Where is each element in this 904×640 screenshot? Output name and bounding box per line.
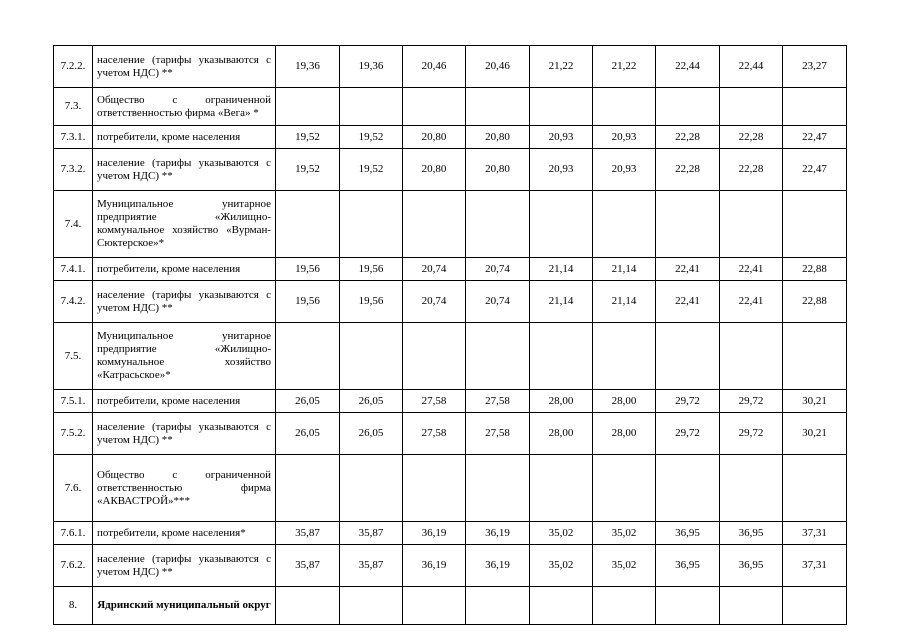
tariff-value-cell: 19,52: [276, 126, 340, 149]
tariff-value-cell: 30,21: [783, 390, 847, 413]
tariff-value-cell: 19,52: [276, 149, 340, 191]
tariff-value-cell: [530, 587, 593, 625]
tariff-value-cell: 20,74: [466, 258, 530, 281]
tariff-value-cell: 20,93: [593, 126, 656, 149]
tariff-value-cell: [403, 455, 466, 522]
row-name-cell: потребители, кроме населения*: [93, 522, 276, 545]
tariff-value-cell: 28,00: [530, 413, 593, 455]
tariff-value-cell: [593, 455, 656, 522]
tariff-value-cell: 22,88: [783, 281, 847, 323]
tariff-value-cell: 29,72: [656, 413, 720, 455]
tariff-value-cell: 20,74: [403, 258, 466, 281]
row-code-cell: 7.4.2.: [54, 281, 93, 323]
tariff-value-cell: 22,28: [656, 149, 720, 191]
tariff-value-cell: 20,46: [403, 46, 466, 88]
row-code-cell: 7.3.2.: [54, 149, 93, 191]
tariff-value-cell: 35,02: [530, 522, 593, 545]
tariff-value-cell: 22,44: [656, 46, 720, 88]
tariff-value-cell: 20,46: [466, 46, 530, 88]
row-name-cell: население (тарифы указываются с учетом НДС) **: [93, 281, 276, 323]
row-name-cell: Ядринский муниципальный округ: [93, 587, 276, 625]
tariff-value-cell: [720, 323, 783, 390]
tariff-value-cell: [403, 191, 466, 258]
tariff-value-cell: [340, 88, 403, 126]
tariff-value-cell: 22,44: [720, 46, 783, 88]
table-row: [54, 88, 847, 126]
tariff-value-cell: 22,28: [656, 126, 720, 149]
tariff-value-cell: 26,05: [340, 390, 403, 413]
tariff-value-cell: [656, 587, 720, 625]
tariff-value-cell: 19,56: [276, 258, 340, 281]
tariff-value-cell: 20,80: [466, 126, 530, 149]
tariff-value-cell: [783, 88, 847, 126]
tariff-value-cell: 20,93: [530, 126, 593, 149]
row-name-cell: население (тарифы указываются с учетом НДС) **: [93, 545, 276, 587]
tariff-value-cell: 22,47: [783, 126, 847, 149]
row-code-cell: 8.: [54, 587, 93, 625]
tariff-value-cell: 36,19: [466, 545, 530, 587]
row-code-cell: 7.5.1.: [54, 390, 93, 413]
tariff-value-cell: [466, 587, 530, 625]
tariff-value-cell: 28,00: [530, 390, 593, 413]
tariff-value-cell: 37,31: [783, 522, 847, 545]
table-row: [54, 545, 847, 587]
tariff-value-cell: 20,74: [403, 281, 466, 323]
tariff-value-cell: 21,14: [593, 281, 656, 323]
tariff-value-cell: 28,00: [593, 413, 656, 455]
row-code-cell: 7.5.2.: [54, 413, 93, 455]
row-code-cell: 7.4.1.: [54, 258, 93, 281]
tariff-value-cell: 26,05: [340, 413, 403, 455]
tariff-value-cell: 36,95: [720, 545, 783, 587]
tariff-table: [53, 45, 847, 625]
table-row: [54, 46, 847, 88]
tariff-value-cell: 27,58: [403, 413, 466, 455]
tariff-value-cell: [403, 587, 466, 625]
tariff-value-cell: 26,05: [276, 390, 340, 413]
tariff-value-cell: [720, 455, 783, 522]
table-row: [54, 390, 847, 413]
tariff-value-cell: [276, 587, 340, 625]
table-row: [54, 323, 847, 390]
tariff-value-cell: 35,87: [276, 522, 340, 545]
tariff-value-cell: [656, 323, 720, 390]
row-name-cell: Муниципальное унитарное предприятие «Жилищно-коммунальное хозяйство «Катрасьское»*: [93, 323, 276, 390]
row-code-cell: 7.3.1.: [54, 126, 93, 149]
tariff-value-cell: 29,72: [656, 390, 720, 413]
tariff-value-cell: 36,19: [466, 522, 530, 545]
tariff-value-cell: [593, 323, 656, 390]
row-code-cell: 7.5.: [54, 323, 93, 390]
tariff-value-cell: 22,28: [720, 126, 783, 149]
tariff-value-cell: 22,41: [656, 281, 720, 323]
tariff-value-cell: 35,87: [340, 522, 403, 545]
table-row: [54, 413, 847, 455]
tariff-value-cell: 22,47: [783, 149, 847, 191]
tariff-value-cell: 36,95: [656, 545, 720, 587]
row-code-cell: 7.2.2.: [54, 46, 93, 88]
row-name-cell: население (тарифы указываются с учетом НДС) **: [93, 149, 276, 191]
tariff-value-cell: 36,19: [403, 522, 466, 545]
tariff-value-cell: [466, 88, 530, 126]
tariff-value-cell: 19,56: [340, 258, 403, 281]
tariff-value-cell: 21,14: [593, 258, 656, 281]
tariff-value-cell: 19,52: [340, 149, 403, 191]
tariff-value-cell: 19,36: [276, 46, 340, 88]
tariff-value-cell: 29,72: [720, 390, 783, 413]
table-row: [54, 281, 847, 323]
tariff-value-cell: [340, 191, 403, 258]
tariff-value-cell: [530, 323, 593, 390]
tariff-value-cell: 20,80: [403, 126, 466, 149]
tariff-value-cell: [466, 191, 530, 258]
row-code-cell: 7.4.: [54, 191, 93, 258]
tariff-value-cell: 28,00: [593, 390, 656, 413]
tariff-value-cell: [593, 88, 656, 126]
tariff-value-cell: 22,41: [720, 281, 783, 323]
tariff-value-cell: 20,93: [530, 149, 593, 191]
tariff-value-cell: 26,05: [276, 413, 340, 455]
tariff-value-cell: 21,14: [530, 281, 593, 323]
row-name-cell: Общество с ограниченной ответственностью фирма «Вега» *: [93, 88, 276, 126]
table-row: [54, 149, 847, 191]
tariff-value-cell: 30,21: [783, 413, 847, 455]
row-code-cell: 7.6.1.: [54, 522, 93, 545]
tariff-value-cell: 35,87: [276, 545, 340, 587]
tariff-value-cell: [593, 587, 656, 625]
tariff-value-cell: 19,56: [340, 281, 403, 323]
tariff-value-cell: [276, 455, 340, 522]
row-name-cell: население (тарифы указываются с учетом НДС) **: [93, 413, 276, 455]
tariff-value-cell: [656, 191, 720, 258]
tariff-value-cell: [276, 323, 340, 390]
table-row: [54, 522, 847, 545]
row-name-cell: население (тарифы указываются с учетом НДС) **: [93, 46, 276, 88]
table-row: [54, 455, 847, 522]
tariff-value-cell: 22,41: [720, 258, 783, 281]
tariff-value-cell: 36,19: [403, 545, 466, 587]
tariff-value-cell: 20,80: [466, 149, 530, 191]
table-row: [54, 191, 847, 258]
tariff-value-cell: 21,22: [530, 46, 593, 88]
tariff-value-cell: 22,28: [720, 149, 783, 191]
tariff-value-cell: [720, 191, 783, 258]
tariff-value-cell: [340, 455, 403, 522]
row-name-cell: потребители, кроме населения: [93, 126, 276, 149]
tariff-table-body: [54, 46, 847, 625]
tariff-value-cell: [466, 455, 530, 522]
tariff-value-cell: [530, 191, 593, 258]
tariff-value-cell: [276, 88, 340, 126]
row-code-cell: 7.3.: [54, 88, 93, 126]
tariff-value-cell: 27,58: [466, 390, 530, 413]
tariff-value-cell: 35,87: [340, 545, 403, 587]
tariff-value-cell: 21,22: [593, 46, 656, 88]
tariff-value-cell: [783, 455, 847, 522]
tariff-value-cell: [720, 88, 783, 126]
tariff-value-cell: [276, 191, 340, 258]
tariff-value-cell: 20,80: [403, 149, 466, 191]
row-name-cell: Общество с ограниченной ответственностью фирма «АКВАСТРОЙ»***: [93, 455, 276, 522]
tariff-value-cell: [340, 587, 403, 625]
tariff-value-cell: [593, 191, 656, 258]
tariff-value-cell: 27,58: [403, 390, 466, 413]
tariff-value-cell: [720, 587, 783, 625]
tariff-value-cell: [656, 88, 720, 126]
tariff-value-cell: 20,93: [593, 149, 656, 191]
table-row: [54, 126, 847, 149]
tariff-value-cell: 35,02: [530, 545, 593, 587]
tariff-value-cell: 35,02: [593, 545, 656, 587]
tariff-value-cell: 21,14: [530, 258, 593, 281]
tariff-value-cell: 36,95: [656, 522, 720, 545]
tariff-value-cell: [530, 88, 593, 126]
tariff-value-cell: 23,27: [783, 46, 847, 88]
tariff-value-cell: [403, 88, 466, 126]
tariff-value-cell: 22,88: [783, 258, 847, 281]
tariff-value-cell: [340, 323, 403, 390]
tariff-value-cell: 35,02: [593, 522, 656, 545]
row-name-cell: потребители, кроме населения: [93, 390, 276, 413]
table-row: [54, 587, 847, 625]
tariff-value-cell: [783, 323, 847, 390]
tariff-value-cell: [403, 323, 466, 390]
tariff-value-cell: 20,74: [466, 281, 530, 323]
tariff-value-cell: 22,41: [656, 258, 720, 281]
row-code-cell: 7.6.: [54, 455, 93, 522]
tariff-value-cell: 19,52: [340, 126, 403, 149]
tariff-value-cell: [783, 587, 847, 625]
tariff-value-cell: [530, 455, 593, 522]
row-code-cell: 7.6.2.: [54, 545, 93, 587]
tariff-value-cell: 37,31: [783, 545, 847, 587]
row-name-cell: Муниципальное унитарное предприятие «Жилищно-коммунальное хозяйство «Вурман-Сюктерское»*: [93, 191, 276, 258]
row-name-cell: потребители, кроме населения: [93, 258, 276, 281]
tariff-value-cell: 27,58: [466, 413, 530, 455]
tariff-value-cell: 19,36: [340, 46, 403, 88]
tariff-value-cell: 19,56: [276, 281, 340, 323]
tariff-value-cell: 36,95: [720, 522, 783, 545]
tariff-value-cell: 29,72: [720, 413, 783, 455]
tariff-value-cell: [466, 323, 530, 390]
tariff-value-cell: [656, 455, 720, 522]
table-row: [54, 258, 847, 281]
tariff-value-cell: [783, 191, 847, 258]
